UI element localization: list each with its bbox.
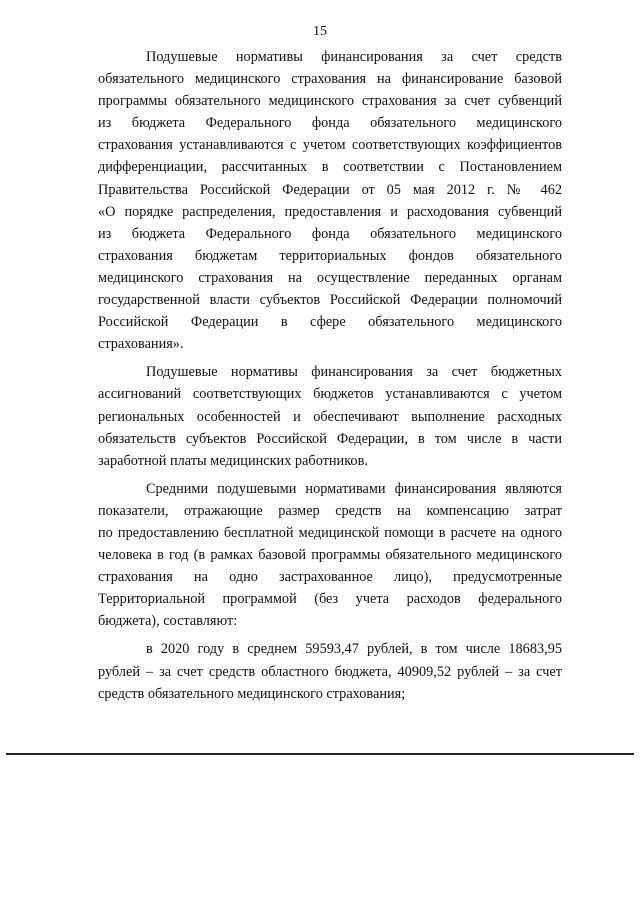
document-body — [98, 46, 562, 711]
text-line: показатели, отражающие размер средств на компенсацию затрат — [98, 502, 562, 519]
text-line: программы обязательного медицинского страхования за счет субвенций — [98, 93, 562, 110]
text-line: из бюджета Федерального фонда обязательного медицинского — [98, 225, 562, 242]
paragraph-2 — [98, 361, 562, 471]
paragraph-4 — [98, 638, 562, 704]
paragraph-1 — [98, 46, 562, 355]
text-line: дифференциации, рассчитанных в соответствии с Постановлением — [98, 159, 562, 176]
text-line: человека в год (в рамках базовой программы обязательного медицинского — [98, 547, 562, 564]
text-line: Территориальной программой (без учета расходов федерального — [98, 591, 562, 608]
text-line: региональных особенностей и обеспечивают выполнение расходных — [98, 408, 562, 425]
text-line: в 2020 году в среднем 59593,47 рублей, в том числе 18683,95 — [146, 641, 562, 658]
text-line: заработной платы медицинских работников. — [98, 452, 368, 469]
text-line: Подушевые нормативы финансирования за счет средств — [146, 49, 562, 65]
text-line: страхования на одно застрахованное лицо), предусмотренные — [98, 569, 562, 586]
text-line: Российской Федерации в сфере обязательного медицинского — [98, 314, 562, 331]
text-line: страхования устанавливаются с учетом соответствующих коэффициентов — [98, 137, 562, 154]
text-line: бюджета), составляют: — [98, 613, 238, 630]
text-line: рублей – за счет средств областного бюджета, 40909,52 рублей – за счет — [98, 663, 562, 680]
text-line: Правительства Российской Федерации от 05 мая 2012 г. № 462 — [98, 181, 562, 198]
text-line: страхования». — [98, 336, 184, 353]
page-number: 15 — [313, 24, 327, 39]
text-line: медицинского страхования на осуществление переданных органам — [98, 269, 562, 286]
paragraph-3 — [98, 478, 562, 633]
text-line: государственной власти субъектов Российской Федерации полномочий — [98, 292, 562, 309]
text-line: обязательств субъектов Российской Федерации, в том числе в части — [98, 430, 562, 447]
text-line: «О порядке распределения, предоставления и расходования субвенций — [98, 203, 562, 220]
text-line: из бюджета Федерального фонда обязательного медицинского — [98, 115, 562, 132]
text-line: по предоставлению бесплатной медицинской помощи в расчете на одного — [98, 524, 562, 541]
text-line: средств обязательного медицинского страхования; — [98, 685, 406, 702]
text-line: Подушевые нормативы финансирования за счет бюджетных — [146, 364, 562, 381]
text-line: обязательного медицинского страхования на финансирование базовой — [98, 71, 562, 88]
footer-rule — [6, 753, 634, 755]
text-line: ассигнований соответствующих бюджетов устанавливаются с учетом — [98, 386, 562, 403]
text-line: Средними подушевыми нормативами финансирования являются — [146, 480, 562, 497]
text-line: страхования бюджетам территориальных фондов обязательного — [98, 247, 562, 264]
